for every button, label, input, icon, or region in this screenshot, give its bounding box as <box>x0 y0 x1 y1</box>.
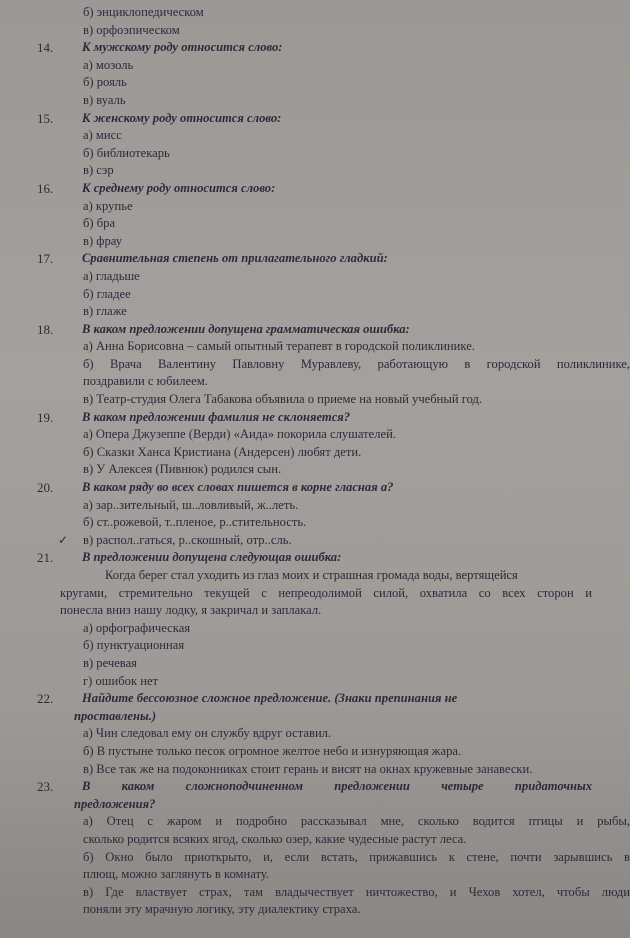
passage-line <box>0 602 630 620</box>
line-text: а) Опера Джузеппе (Верди) «Аида» покорила слушателей. <box>83 427 396 442</box>
line-text: б) Сказки Ханса Кристиана (Андерсен) любят дети. <box>83 444 362 459</box>
question-heading <box>0 180 630 198</box>
answer-option <box>0 338 630 356</box>
line-text: г) ошибок нет <box>83 673 159 688</box>
question-number: 23. <box>37 779 54 795</box>
question-number: 22. <box>37 691 54 707</box>
line-text: поняли эту мрачную логику, эту диалектику страха. <box>83 902 361 917</box>
line-text: а) Анна Борисовна – самый опытный терапевт в городской поликлинике. <box>83 339 475 354</box>
answer-option <box>0 198 630 216</box>
line-text: б) Окно было приоткрыто, и, если встать, прижавшись к стене, почти зарывшись в <box>83 849 630 864</box>
question-text: К среднему роду относится слово: <box>82 180 276 195</box>
line-text: а) Чин следовал ему он службу вдруг оставил. <box>83 726 332 741</box>
question-heading <box>0 321 630 339</box>
answer-option <box>0 673 630 691</box>
question-number: 21. <box>37 550 54 566</box>
question-number: 18. <box>37 321 54 337</box>
line-text: б) ст..рожевой, т..пленое, р..стительность. <box>83 515 307 530</box>
line-text: предложения? <box>74 796 156 811</box>
line-text: в) вуаль <box>83 92 126 107</box>
question-text: В каком предложении допущена грамматическая ошибка: <box>82 321 410 336</box>
answer-option <box>0 761 630 779</box>
line-text: б) бра <box>83 216 116 231</box>
line-text: в) сэр <box>83 163 114 178</box>
line-text: а) крупье <box>83 198 133 213</box>
question-text: К женскому роду относится слово: <box>82 110 282 125</box>
question-number: 16. <box>37 180 54 196</box>
answer-option <box>0 426 630 444</box>
line-text: б) рояль <box>83 75 127 90</box>
question-heading <box>0 778 630 796</box>
line-text: а) Отец с жаром и подробно рассказывал мне, сколько водится птицы и рыбы, <box>83 814 630 829</box>
answer-option <box>0 532 630 550</box>
answer-option <box>0 444 630 462</box>
answer-option <box>0 637 630 655</box>
question-number: 17. <box>37 251 54 267</box>
answer-option <box>0 268 630 286</box>
answer-option <box>0 145 630 163</box>
answer-option <box>0 22 630 40</box>
answer-option <box>0 884 630 902</box>
line-text: Когда берег стал уходить из глаз моих и страшная громада воды, вертящейся <box>105 568 518 582</box>
line-text: проставлены.) <box>74 708 157 723</box>
answer-option <box>0 813 630 831</box>
question-heading <box>0 479 630 497</box>
question-text-continued <box>0 796 630 814</box>
answer-option <box>0 74 630 92</box>
answer-option <box>0 373 630 391</box>
question-text: В каком предложении фамилия не склоняется? <box>82 409 351 424</box>
passage-line <box>0 567 630 585</box>
answer-option <box>0 725 630 743</box>
answer-option <box>0 57 630 75</box>
line-text: понесла вниз нашу лодку, я закричал и заплакал. <box>60 603 322 618</box>
answer-option <box>0 497 630 515</box>
question-text-continued <box>0 708 630 726</box>
passage-line <box>0 585 630 603</box>
question-text: Сравнительная степень от прилагательного гладкий: <box>82 251 388 266</box>
question-number: 15. <box>37 110 54 126</box>
answer-option <box>0 215 630 233</box>
question-text: Найдите бессоюзное сложное предложение. (Знаки препинания не <box>82 691 458 706</box>
question-number: 19. <box>37 409 54 425</box>
line-text: в) Где властвует страх, там владычествует ничтожество, и Чехов хотел, чтобы люди <box>83 884 630 899</box>
answer-option <box>0 461 630 479</box>
line-text: поздравили с юбилеем. <box>83 374 208 389</box>
answer-option <box>0 303 630 321</box>
answer-option <box>0 831 630 849</box>
line-text: б) В пустыне только песок огромное желтое небо и изнуряющая жара. <box>83 743 462 758</box>
answer-option <box>0 655 630 673</box>
line-text: а) зар..зительный, ш..ловливый, ж..леть. <box>83 497 299 512</box>
pencil-check-mark: ✓ <box>58 532 69 547</box>
answer-option <box>0 4 630 22</box>
question-number: 14. <box>37 40 54 56</box>
answer-option <box>0 92 630 110</box>
question-text: В каком ряду во всех словах пишется в корне гласная а? <box>82 480 394 495</box>
line-text: б) пунктуационная <box>83 638 185 653</box>
line-text: а) орфографическая <box>83 620 191 635</box>
question-heading <box>0 690 630 708</box>
answer-option <box>0 162 630 180</box>
answer-option <box>0 233 630 251</box>
line-text: а) мисс <box>83 128 122 143</box>
answer-option <box>0 286 630 304</box>
test-content <box>0 4 630 919</box>
line-text: б) гладее <box>83 286 131 301</box>
line-text: в) глаже <box>83 304 127 319</box>
line-text: в) У Алексея (Пивнюк) родился сын. <box>83 462 282 477</box>
line-text: в) распол..гаться, р..скошный, отр..сль. <box>83 532 292 547</box>
question-heading <box>0 39 630 57</box>
line-text: плющ, можно заглянуть в комнату. <box>83 867 269 882</box>
question-text: К мужскому роду относится слово: <box>82 40 283 55</box>
answer-option <box>0 356 630 374</box>
answer-option <box>0 901 630 919</box>
answer-option <box>0 620 630 638</box>
line-text: б) энциклопедическом <box>83 5 204 19</box>
line-text: б) Врача Валентину Павловну Муравлеву, работающую в городской поликлинике, <box>83 356 630 371</box>
question-number: 20. <box>37 480 54 496</box>
line-text: а) гладьше <box>83 268 140 283</box>
answer-option <box>0 391 630 409</box>
line-text: в) Театр-студия Олега Табакова объявила о приеме на новый учебный год. <box>83 392 483 407</box>
line-text: в) речевая <box>83 655 137 670</box>
line-text: сколько родится всяких ягод, сколько озер, какие чудесные растут леса. <box>83 831 467 846</box>
question-text: В каком сложноподчиненном предложении четыре придаточных <box>82 779 592 794</box>
line-text: б) библиотекарь <box>83 145 170 160</box>
line-text: в) Все так же на подоконниках стоит герань и висят на окнах кружевные занавески. <box>83 761 533 776</box>
question-heading <box>0 250 630 268</box>
line-text: а) мозоль <box>83 57 134 72</box>
line-text: в) фрау <box>83 233 122 248</box>
line-text: в) орфоэпическом <box>83 22 180 37</box>
question-text: В предложении допущена следующая ошибка: <box>82 550 342 565</box>
answer-option <box>0 514 630 532</box>
answer-option <box>0 849 630 867</box>
question-heading <box>0 409 630 427</box>
answer-option <box>0 866 630 884</box>
question-heading <box>0 110 630 128</box>
answer-option <box>0 743 630 761</box>
line-text: кругами, стремительно текущей с непреодолимой силой, охватила со всех сторон и <box>60 585 592 600</box>
answer-option <box>0 127 630 145</box>
question-heading <box>0 549 630 567</box>
